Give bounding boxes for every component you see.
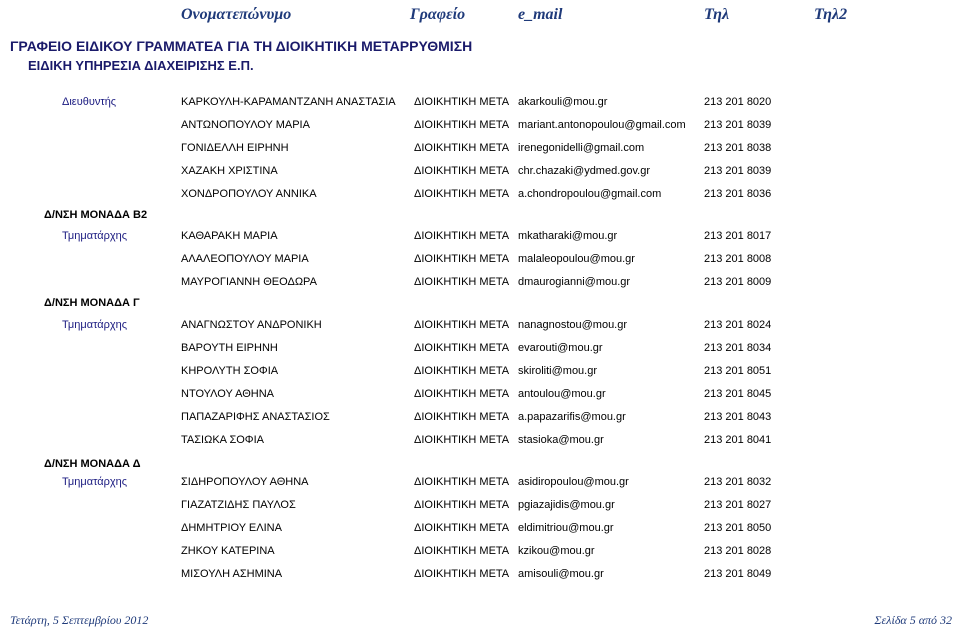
row-role: Τμηματάρχης xyxy=(62,230,128,242)
column-header-name: Ονοματεπώνυμο xyxy=(181,6,292,23)
row-office: ΔΙΟΙΚΗΤΙΚΗ ΜΕΤΑ xyxy=(414,96,510,108)
table-row xyxy=(0,276,960,292)
row-office: ΔΙΟΙΚΗΤΙΚΗ ΜΕΤΑ xyxy=(414,545,510,557)
row-email: akarkouli@mou.gr xyxy=(518,96,608,108)
table-row xyxy=(0,342,960,358)
row-tel: 213 201 8041 xyxy=(704,434,772,446)
row-office: ΔΙΟΙΚΗΤΙΚΗ ΜΕΤΑ xyxy=(414,568,510,580)
row-email: antoulou@mou.gr xyxy=(518,388,606,400)
row-name: ΚΗΡΟΛΥΤΗ ΣΟΦΙΑ xyxy=(181,365,279,377)
section-heading: Δ/ΝΣΗ ΜΟΝΑΔΑ Γ xyxy=(44,297,140,309)
row-email: pgiazajidis@mou.gr xyxy=(518,499,615,511)
footer-page: Σελίδα 5 από 32 xyxy=(874,613,952,627)
table-row xyxy=(0,545,960,561)
row-tel: 213 201 8045 xyxy=(704,388,772,400)
row-tel: 213 201 8049 xyxy=(704,568,772,580)
row-tel: 213 201 8028 xyxy=(704,545,772,557)
row-role: Διευθυντής xyxy=(62,96,117,108)
table-row xyxy=(0,499,960,515)
table-row xyxy=(0,119,960,135)
row-office: ΔΙΟΙΚΗΤΙΚΗ ΜΕΤΑ xyxy=(414,411,510,423)
row-email: evarouti@mou.gr xyxy=(518,342,603,354)
row-office: ΔΙΟΙΚΗΤΙΚΗ ΜΕΤΑ xyxy=(414,230,510,242)
row-office: ΔΙΟΙΚΗΤΙΚΗ ΜΕΤΑ xyxy=(414,434,510,446)
row-role: Τμηματάρχης xyxy=(62,476,128,488)
row-office: ΔΙΟΙΚΗΤΙΚΗ ΜΕΤΑ xyxy=(414,499,510,511)
row-tel: 213 201 8039 xyxy=(704,165,772,177)
table-row xyxy=(0,230,960,246)
column-header-tel2: Τηλ2 xyxy=(814,6,848,23)
row-email: skiroliti@mou.gr xyxy=(518,365,598,377)
row-tel: 213 201 8024 xyxy=(704,319,772,331)
row-name: ΑΛΑΛΕΟΠΟΥΛΟΥ ΜΑΡΙΑ xyxy=(181,253,309,265)
table-row xyxy=(0,522,960,538)
row-name: ΖΗΚΟΥ ΚΑΤΕΡΙΝΑ xyxy=(181,545,275,557)
section-heading: Δ/ΝΣΗ ΜΟΝΑΔΑ Β2 xyxy=(44,209,148,221)
row-name: ΜΙΣΟΥΛΗ ΑΣΗΜΙΝΑ xyxy=(181,568,283,580)
row-email: mariant.antonopoulou@gmail.com xyxy=(518,119,686,131)
section-heading: Δ/ΝΣΗ ΜΟΝΑΔΑ Δ xyxy=(44,458,141,470)
row-email: amisouli@mou.gr xyxy=(518,568,604,580)
row-name: ΓΟΝΙΔΕΛΛΗ ΕΙΡΗΝΗ xyxy=(181,142,289,154)
page-subtitle: ΕΙΔΙΚΗ ΥΠΗΡΕΣΙΑ ΔΙΑΧΕΙΡΙΣΗΣ Ε.Π. xyxy=(28,58,254,73)
table-row xyxy=(0,319,960,335)
row-email: stasioka@mou.gr xyxy=(518,434,604,446)
table-row xyxy=(0,411,960,427)
row-tel: 213 201 8036 xyxy=(704,188,772,200)
table-row xyxy=(0,142,960,158)
row-office: ΔΙΟΙΚΗΤΙΚΗ ΜΕΤΑ xyxy=(414,142,510,154)
row-office: ΔΙΟΙΚΗΤΙΚΗ ΜΕΤΑ xyxy=(414,522,510,534)
row-tel: 213 201 8038 xyxy=(704,142,772,154)
row-tel: 213 201 8039 xyxy=(704,119,772,131)
table-row xyxy=(0,434,960,450)
row-email: nanagnostou@mou.gr xyxy=(518,319,628,331)
table-row xyxy=(0,165,960,181)
row-office: ΔΙΟΙΚΗΤΙΚΗ ΜΕΤΑ xyxy=(414,119,510,131)
row-email: dmaurogianni@mou.gr xyxy=(518,276,631,288)
row-tel: 213 201 8034 xyxy=(704,342,772,354)
row-tel: 213 201 8020 xyxy=(704,96,772,108)
row-name: ΣΙΔΗΡΟΠΟΥΛΟΥ ΑΘΗΝΑ xyxy=(181,476,309,488)
row-tel: 213 201 8050 xyxy=(704,522,772,534)
row-name: ΤΑΣΙΩΚΑ ΣΟΦΙΑ xyxy=(181,434,264,446)
row-email: irenegonidelli@gmail.com xyxy=(518,142,645,154)
row-office: ΔΙΟΙΚΗΤΙΚΗ ΜΕΤΑ xyxy=(414,276,510,288)
table-row xyxy=(0,388,960,404)
row-name: ΧΟΝΔΡΟΠΟΥΛΟΥ ΑΝΝΙΚΑ xyxy=(181,188,317,200)
row-tel: 213 201 8008 xyxy=(704,253,772,265)
row-email: a.chondropoulou@gmail.com xyxy=(518,188,662,200)
row-email: malaleopoulou@mou.gr xyxy=(518,253,635,265)
row-email: mkatharaki@mou.gr xyxy=(518,230,618,242)
row-tel: 213 201 8027 xyxy=(704,499,772,511)
row-name: ΔΗΜΗΤΡΙΟΥ ΕΛΙΝΑ xyxy=(181,522,282,534)
row-name: ΠΑΠΑΖΑΡΙΦΗΣ ΑΝΑΣΤΑΣΙΟΣ xyxy=(181,411,330,423)
row-tel: 213 201 8032 xyxy=(704,476,772,488)
table-row xyxy=(0,476,960,492)
table-row xyxy=(0,365,960,381)
table-row xyxy=(0,568,960,584)
column-header-tel: Τηλ xyxy=(704,6,730,23)
row-office: ΔΙΟΙΚΗΤΙΚΗ ΜΕΤΑ xyxy=(414,253,510,265)
row-office: ΔΙΟΙΚΗΤΙΚΗ ΜΕΤΑ xyxy=(414,188,510,200)
row-tel: 213 201 8009 xyxy=(704,276,772,288)
row-email: a.papazarifis@mou.gr xyxy=(518,411,626,423)
row-email: eldimitriou@mou.gr xyxy=(518,522,614,534)
row-email: kzikou@mou.gr xyxy=(518,545,595,557)
column-header-office: Γραφείο xyxy=(410,6,466,23)
row-office: ΔΙΟΙΚΗΤΙΚΗ ΜΕΤΑ xyxy=(414,388,510,400)
row-email: asidiropoulou@mou.gr xyxy=(518,476,629,488)
page-title: ΓΡΑΦΕΙΟ ΕΙΔΙΚΟΥ ΓΡΑΜΜΑΤΕΑ ΓΙΑ ΤΗ ΔΙΟΙΚΗΤΙΚΗ ΜΕΤΑΡΡΥΘΜΙΣΗ xyxy=(10,38,473,54)
row-name: ΧΑΖΑΚΗ ΧΡΙΣΤΙΝΑ xyxy=(181,165,278,177)
table-row xyxy=(0,188,960,204)
row-email: chr.chazaki@ydmed.gov.gr xyxy=(518,165,651,177)
row-office: ΔΙΟΙΚΗΤΙΚΗ ΜΕΤΑ xyxy=(414,365,510,377)
row-name: ΑΝΤΩΝΟΠΟΥΛΟΥ ΜΑΡΙΑ xyxy=(181,119,310,131)
row-office: ΔΙΟΙΚΗΤΙΚΗ ΜΕΤΑ xyxy=(414,342,510,354)
table-row xyxy=(0,96,960,112)
row-office: ΔΙΟΙΚΗΤΙΚΗ ΜΕΤΑ xyxy=(414,476,510,488)
column-header-email: e_mail xyxy=(518,6,563,23)
row-name: ΝΤΟΥΛΟΥ ΑΘΗΝΑ xyxy=(181,388,274,400)
footer-date: Τετάρτη, 5 Σεπτεμβρίου 2012 xyxy=(10,613,149,627)
row-name: ΓΙΑΖΑΤΖΙΔΗΣ ΠΑΥΛΟΣ xyxy=(181,499,296,511)
row-role: Τμηματάρχης xyxy=(62,319,128,331)
table-row xyxy=(0,253,960,269)
row-office: ΔΙΟΙΚΗΤΙΚΗ ΜΕΤΑ xyxy=(414,319,510,331)
row-name: ΒΑΡΟΥΤΗ ΕΙΡΗΝΗ xyxy=(181,342,278,354)
row-tel: 213 201 8043 xyxy=(704,411,772,423)
row-name: ΜΑΥΡΟΓΙΑΝΝΗ ΘΕΟΔΩΡΑ xyxy=(181,276,317,288)
row-name: ΚΑΡΚΟΥΛΗ-ΚΑΡΑΜΑΝΤΖΑΝΗ ΑΝΑΣΤΑΣΙΑ xyxy=(181,96,396,108)
row-office: ΔΙΟΙΚΗΤΙΚΗ ΜΕΤΑ xyxy=(414,165,510,177)
row-tel: 213 201 8017 xyxy=(704,230,772,242)
row-tel: 213 201 8051 xyxy=(704,365,772,377)
row-name: ΚΑΘΑΡΑΚΗ ΜΑΡΙΑ xyxy=(181,230,278,242)
row-name: ΑΝΑΓΝΩΣΤΟΥ ΑΝΔΡΟΝΙΚΗ xyxy=(181,319,322,331)
